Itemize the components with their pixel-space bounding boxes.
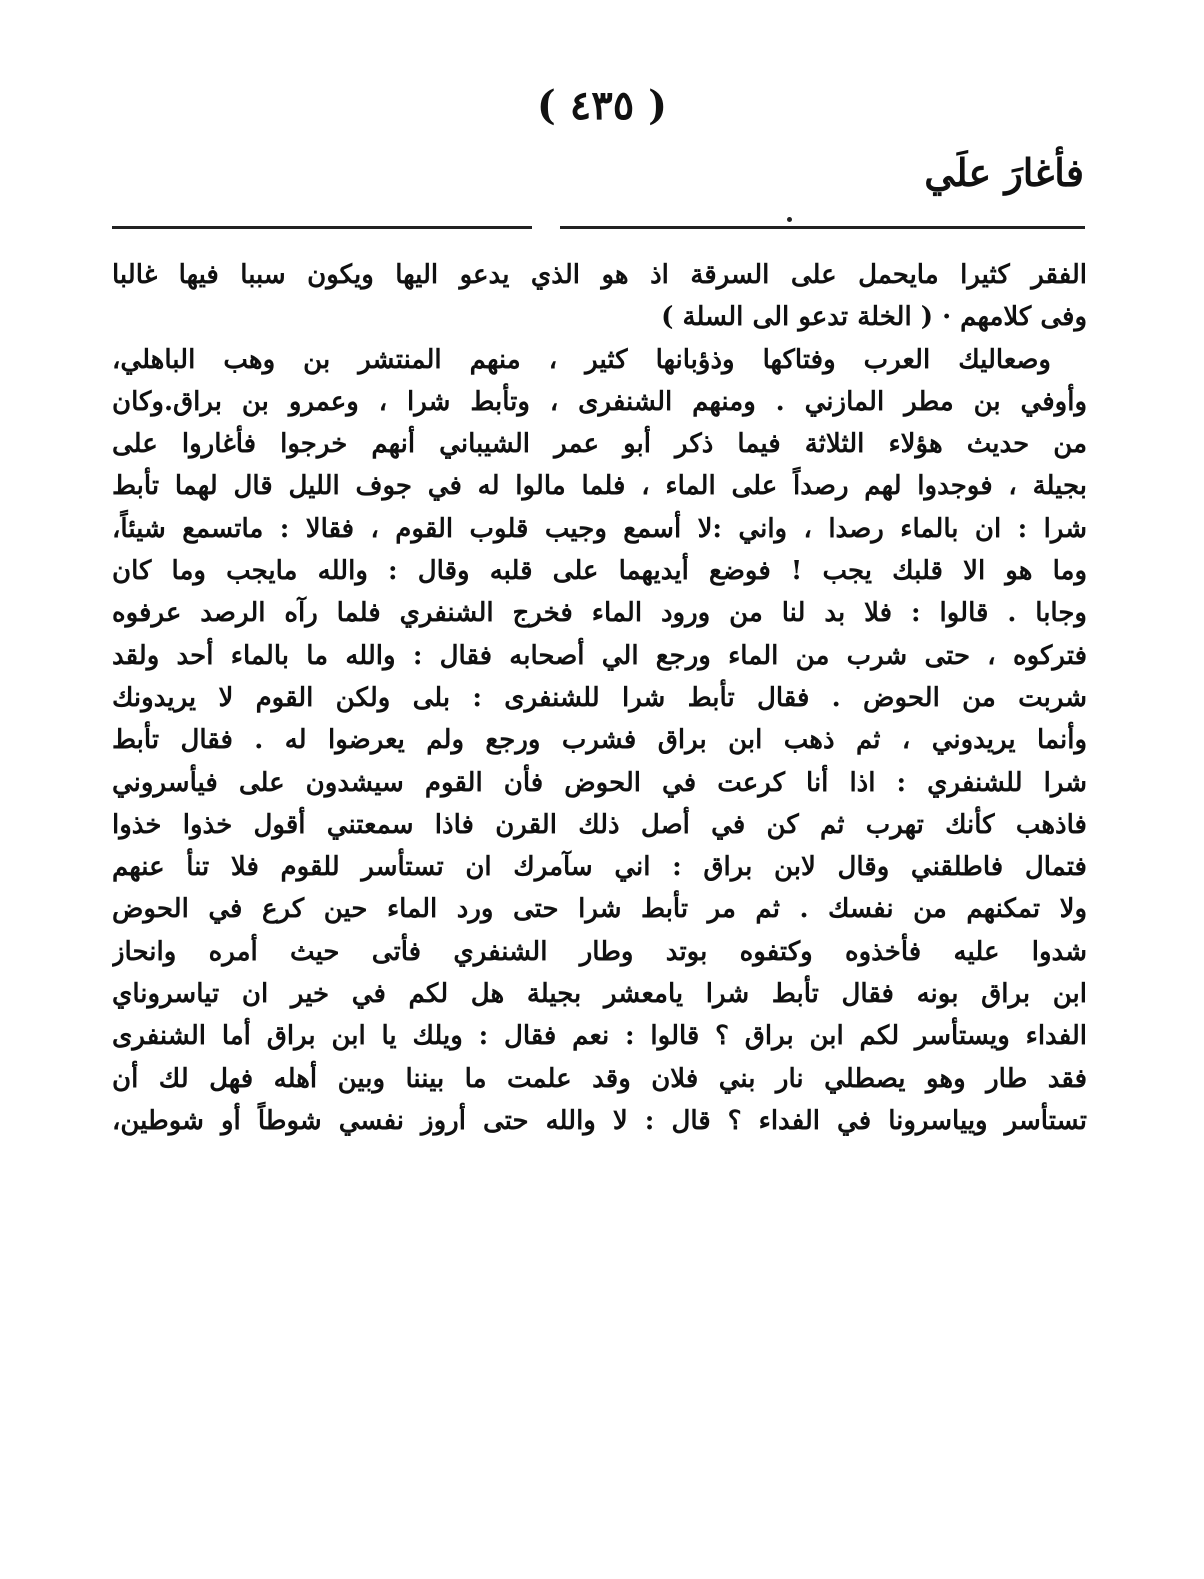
text-line: وما هو الا قلبك يجب ! فوضع أيديهما على قلبه وقال : والله مايجب وما كان bbox=[112, 556, 1087, 587]
text-line: ابن براق بونه فقال تأبط شرا يامعشر بجيلة هل لكم في خير ان تياسروناي bbox=[112, 979, 1087, 1010]
page-number: ( ٤٣٥ ) bbox=[536, 82, 668, 129]
text-line: فاذهب كأنك تهرب ثم كن في أصل ذلك القرن فاذا سمعتني أقول خذوا خذوا bbox=[112, 809, 1087, 840]
header-rule-dot bbox=[787, 217, 792, 222]
text-line: ولا تمكنهم من نفسك . ثم مر تأبط شرا حتى ورد الماء حين كرع في الحوض bbox=[112, 894, 1087, 925]
text-line: الفداء ويستأسر لكم ابن براق ؟ قالوا : نعم فقال : ويلك يا ابن براق أما الشنفرى bbox=[112, 1021, 1087, 1052]
text-line: شرا للشنفري : اذا أنا كرعت في الحوض فأن القوم سيشدون على فيأسروني bbox=[112, 767, 1087, 798]
text-line: الفقر كثيرا مايحمل على السرقة اذ هو الذي يدعو اليها ويكون سببا فيها غالبا bbox=[112, 260, 1087, 290]
text-line: فتمال فاطلقني وقال لابن براق : اني سآمرك ان تستأسر للقوم فلا تنأ عنهم bbox=[112, 852, 1087, 883]
text-line: فقد طار وهو يصطلي نار بني فلان وقد علمت ما بيننا وبين أهله فهل لك أن bbox=[112, 1063, 1087, 1094]
text-line: شرا : ان بالماء رصدا ، واني :لا أسمع وجيب قلوب القوم ، فقالا : ماتسمع شيئاً، bbox=[112, 513, 1087, 544]
text-line: من حديث هؤلاء الثلاثة فيما ذكر أبو عمر الشيباني أنهم خرجوا فأغاروا على bbox=[112, 429, 1087, 460]
text-line: وأوفي بن مطر المازني . ومنهم الشنفرى ، وتأبط شرا ، وعمرو بن براق.وكان bbox=[112, 386, 1087, 417]
text-line: بجيلة ، فوجدوا لهم رصداً على الماء ، فلما مالوا له في جوف الليل قال لهما تأبط bbox=[112, 471, 1087, 502]
text-line: تستأسر ويياسرونا في الفداء ؟ قال : لا والله حتى أروز نفسي شوطاً أو شوطين، bbox=[112, 1105, 1087, 1136]
text-line: وفى كلامهم · ( الخلة تدعو الى السلة ) bbox=[661, 302, 1087, 333]
text-line: شربت من الحوض . فقال تأبط شرا للشنفرى : بلى ولكن القوم لا يريدونك bbox=[112, 682, 1087, 713]
body-text bbox=[112, 254, 1087, 1142]
text-line: وصعاليك العرب وفتاكها وذؤبانها كثير ، منهم المنتشر بن وهب الباهلي، bbox=[112, 344, 1051, 375]
text-line: وجابا . قالوا : فلا بد لنا من ورود الماء فخرج الشنفري فلما رآه الرصد عرفوه bbox=[112, 598, 1087, 629]
header-rule-left bbox=[112, 226, 532, 229]
text-line: وأنما يريدوني ، ثم ذهب ابن براق فشرب ورجع ولم يعرضوا له . فقال تأبط bbox=[112, 725, 1087, 756]
text-line: شدوا عليه فأخذوه وكتفوه بوتد وطار الشنفري فأتى حيث أمره وانحاز bbox=[112, 936, 1087, 967]
header-rule-right bbox=[560, 226, 1085, 229]
text-line: فتركوه ، حتى شرب من الماء ورجع الي أصحابه فقال : والله ما بالماء أحد ولقد bbox=[112, 640, 1087, 671]
running-head: فأغارَ علَي bbox=[924, 150, 1084, 195]
